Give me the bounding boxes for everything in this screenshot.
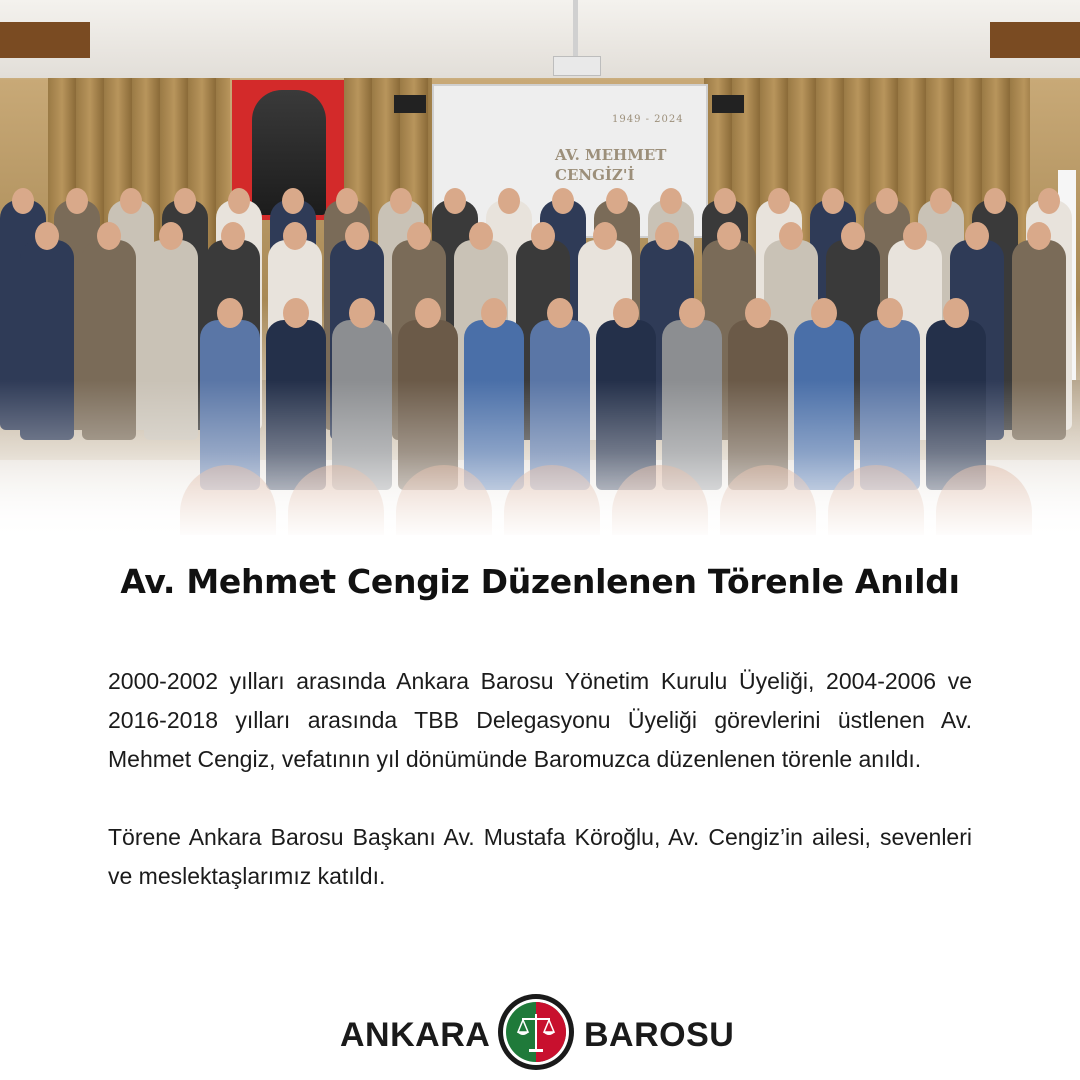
person-head [12,188,34,214]
person-head [606,188,628,214]
person-head [221,222,245,250]
person-head [714,188,736,214]
person-head [876,188,898,214]
person-head [822,188,844,214]
person-head [35,222,59,250]
article-paragraph-2: Törene Ankara Barosu Başkanı Av. Mustafa Köroğlu, Av. Cengiz’in ailesi, sevenleri ve meslektaşlarımız katıldı. [108,824,972,889]
person-head [547,298,573,328]
person-head [903,222,927,250]
person-head [283,222,307,250]
article-body [108,662,972,935]
scales-of-justice-icon [496,992,576,1072]
person-head [174,188,196,214]
person-head [66,188,88,214]
person-head [811,298,837,328]
person-head [613,298,639,328]
person-head [679,298,705,328]
ceiling [0,0,1080,78]
speaker-left [394,95,426,113]
person-head [120,188,142,214]
ceiling-beam-right [990,22,1080,58]
speaker-right [712,95,744,113]
person-head [498,188,520,214]
photo-fade [0,380,1080,540]
person-head [841,222,865,250]
person-head [228,188,250,214]
person-head [930,188,952,214]
person-head [97,222,121,250]
person-head [745,298,771,328]
person-head [593,222,617,250]
person-head [717,222,741,250]
person-head [159,222,183,250]
screen-line-1: AV. MEHMET [555,146,667,164]
person-head [217,298,243,328]
person-head [655,222,679,250]
person-head [1027,222,1051,250]
screen-text [555,145,695,185]
person-head [660,188,682,214]
person-head [336,188,358,214]
logo-word-barosu: BAROSU [584,1016,735,1054]
person-head [779,222,803,250]
person-head [768,188,790,214]
person-head [283,298,309,328]
person-head [415,298,441,328]
person-head [407,222,431,250]
person-head [1038,188,1060,214]
person-head [552,188,574,214]
article-title: Av. Mehmet Cengiz Düzenlenen Törenle Anıldı [120,562,960,601]
person-head [469,222,493,250]
person-head [943,298,969,328]
person-head [877,298,903,328]
person-head [345,222,369,250]
screen-years: 1949 - 2024 [612,114,684,125]
ceiling-projector [553,0,599,78]
person-head [282,188,304,214]
person-head [444,188,466,214]
person-head [390,188,412,214]
person-head [965,222,989,250]
person-head [984,188,1006,214]
person-head [481,298,507,328]
person-head [531,222,555,250]
ankara-barosu-logo [340,990,740,1074]
ceiling-beam-left [0,22,90,58]
screen-line-2: CENGİZ'İ [555,166,635,184]
article-paragraph-1: 2000-2002 yılları arasında Ankara Barosu Yönetim Kurulu Üyeliği, 2004-2006 ve 2016-2018 yılları arasında TBB Delegasyonu Üyeliği görevlerini üstlenen Av. Mehmet Cengiz, vefatının yıl dönümünde Baromuzca düzenlenen törenle anıldı. [108,668,972,772]
logo-word-ankara: ANKARA [340,1016,491,1054]
person-head [349,298,375,328]
